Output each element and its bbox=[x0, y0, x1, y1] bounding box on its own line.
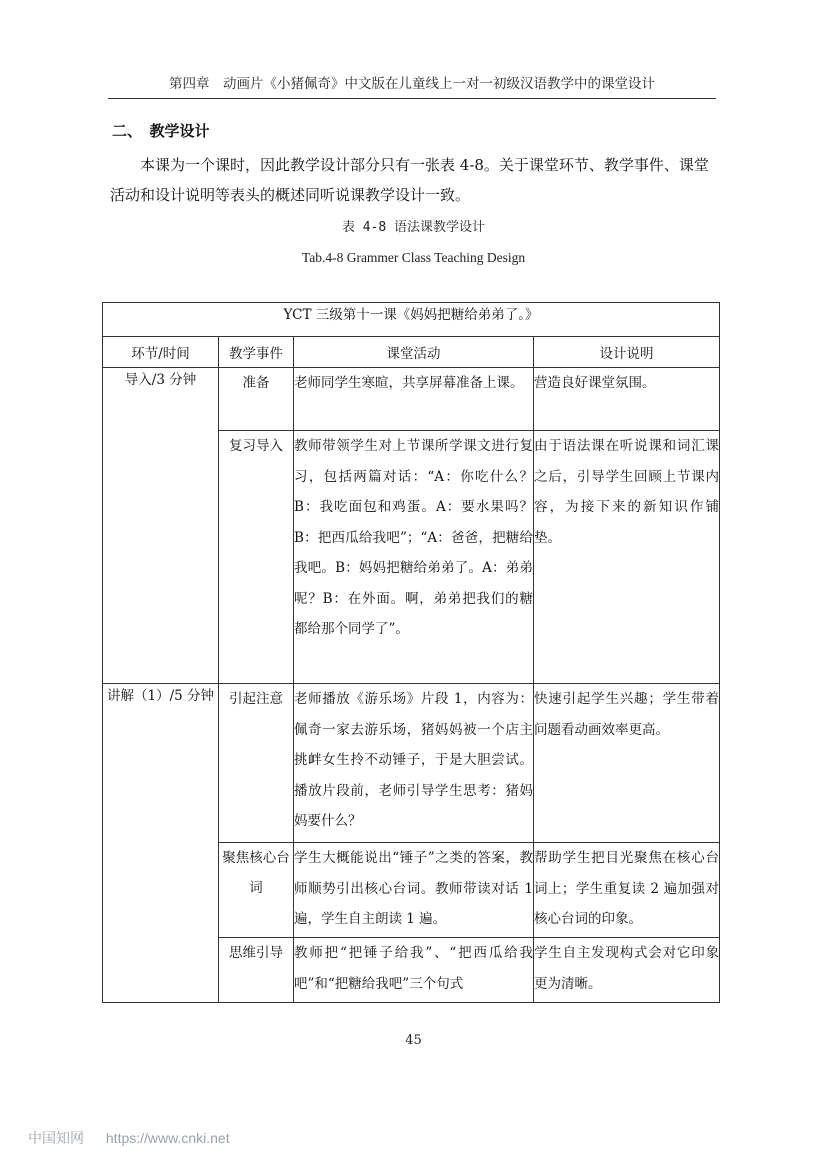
activity-cell: 老师同学生寒暄，共享屏幕准备上课。 bbox=[294, 368, 534, 431]
section-title: 二、 教学设计 bbox=[112, 122, 210, 140]
event-cell: 复习导入 bbox=[219, 431, 294, 684]
header-design-note: 设计说明 bbox=[534, 337, 720, 368]
table-title-row bbox=[103, 303, 720, 337]
event-cell: 引起注意 bbox=[219, 684, 294, 843]
event-cell: 聚焦核心台词 bbox=[219, 843, 294, 938]
header-phase-time: 环节/时间 bbox=[103, 337, 219, 368]
activity-cell: 教师带领学生对上节课所学课文进行复习，包括两篇对话：“A：你吃什么？B：我吃面包和鸡蛋。A：要水果吗？B：把西瓜给我吧”；“A：爸爸，把糖给我吧。B：妈妈把糖给弟弟了。A：弟弟呢？B：在外面。啊，弟弟把我们的糖都给那个同学了”。 bbox=[294, 431, 534, 684]
note-cell: 营造良好课堂氛围。 bbox=[534, 368, 720, 431]
teaching-design-table bbox=[102, 302, 720, 1003]
header-class-activity: 课堂活动 bbox=[294, 337, 534, 368]
page-number: 45 bbox=[405, 1033, 422, 1048]
table-header-row bbox=[103, 337, 720, 368]
cnki-watermark bbox=[28, 1128, 230, 1148]
table-title: YCT 三级第十一课《妈妈把糖给弟弟了。》 bbox=[103, 303, 720, 337]
phase-cell: 讲解（1）/5 分钟 bbox=[103, 684, 219, 1003]
table-caption-chinese: 表 4-8 语法课教学设计 bbox=[341, 220, 486, 235]
watermark-brand: 中国知网 bbox=[28, 1130, 84, 1146]
event-cell: 准备 bbox=[219, 368, 294, 431]
event-cell: 思维引导 bbox=[219, 938, 294, 1003]
header-teaching-event: 教学事件 bbox=[219, 337, 294, 368]
table-row bbox=[103, 368, 720, 431]
note-cell: 快速引起学生兴趣；学生带着问题看动画效率更高。 bbox=[534, 684, 720, 843]
table-row bbox=[103, 684, 720, 843]
running-header: 第四章 动画片《小猪佩奇》中文版在儿童线上一对一初级汉语教学中的课堂设计 bbox=[108, 72, 716, 99]
activity-cell: 学生大概能说出“锤子”之类的答案，教师顺势引出核心台词。教师带读对话 1 遍，学生自主朗读 1 遍。 bbox=[294, 843, 534, 938]
note-cell: 帮助学生把目光聚焦在核心台词上；学生重复读 2 遍加强对核心台词的印象。 bbox=[534, 843, 720, 938]
phase-cell: 导入/3 分钟 bbox=[103, 368, 219, 684]
table-caption-english: Tab.4-8 Grammer Class Teaching Design bbox=[301, 250, 526, 265]
watermark-url: https://www.cnki.net bbox=[105, 1130, 230, 1146]
activity-cell: 教师把“把锤子给我”、“把西瓜给我吧”和“把糖给我吧”三个句式 bbox=[294, 938, 534, 1003]
activity-cell: 老师播放《游乐场》片段 1，内容为：佩奇一家去游乐场，猪妈妈被一个店主挑衅女生拎不动锤子，于是大胆尝试。播放片段前，老师引导学生思考：猪妈妈要什么？ bbox=[294, 684, 534, 843]
note-cell: 学生自主发现构式会对它印象更为清晰。 bbox=[534, 938, 720, 1003]
note-cell: 由于语法课在听说课和词汇课之后，引导学生回顾上节课内容，为接下来的新知识作铺垫。 bbox=[534, 431, 720, 684]
intro-paragraph: 本课为一个课时，因此教学设计部分只有一张表 4-8。关于课堂环节、教学事件、课堂活动和设计说明等表头的概述同听说课教学设计一致。 bbox=[110, 156, 709, 204]
